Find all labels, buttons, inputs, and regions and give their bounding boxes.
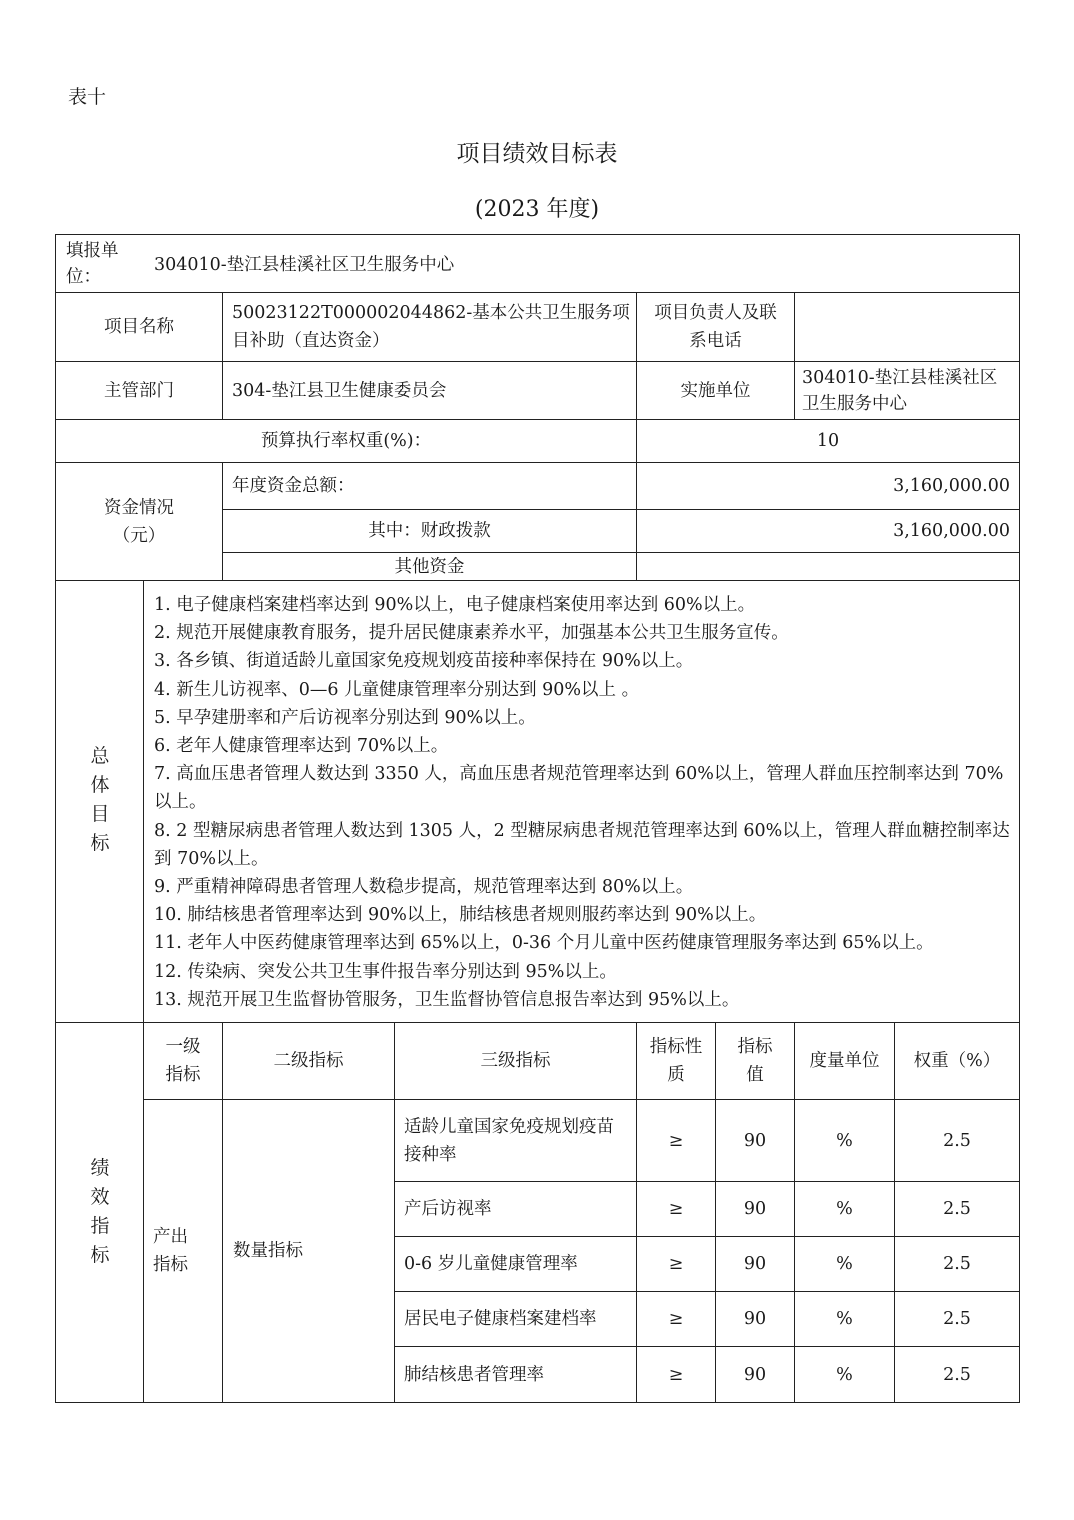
goal-item: 8. 2 型糖尿病患者管理人数达到 1305 人，2 型糖尿病患者规范管理率达到 60%以上，管理人群血糖控制率达到 70%以上。	[154, 820, 1010, 869]
funds-label: 资金情况 （元）	[104, 497, 174, 546]
goal-item: 5. 早孕建册率和产后访视率分别达到 90%以上。	[154, 707, 536, 728]
goal-item: 12. 传染病、突发公共卫生事件报告率分别达到 95%以上。	[154, 961, 617, 982]
funds-fiscal-label: 其中：财政拨款	[368, 521, 491, 541]
goal-item: 10. 肺结核患者管理率达到 90%以上，肺结核患者规则服药率达到 90%以上。	[154, 905, 767, 926]
funds-other-label: 其他资金	[394, 556, 465, 577]
project-contact-value	[802, 293, 1012, 361]
level2-quantity: 数量指标	[233, 1241, 303, 1261]
indicator-nature: ≥	[668, 1199, 684, 1219]
goal-item: 1. 电子健康档案建档率达到 90%以上，电子健康档案使用率达到 60%以上。	[154, 595, 756, 615]
header-nature: 指标性 质	[649, 1037, 703, 1085]
goal-item: 13. 规范开展卫生监督协管服务，卫生监督协管信息报告率达到 95%以上。	[154, 989, 740, 1010]
impl-unit-label: 实施单位	[680, 380, 751, 401]
dept-label: 主管部门	[104, 380, 174, 401]
indicator-value: 90	[743, 1309, 767, 1329]
indicator-unit: %	[836, 1130, 853, 1151]
indicator-name: 肺结核患者管理率	[404, 1364, 544, 1385]
document-title: 项目绩效目标表	[456, 141, 618, 167]
indicator-weight: 2.5	[943, 1254, 971, 1274]
indicator-unit: %	[836, 1364, 853, 1385]
indicators-label: 绩 效 指 标	[90, 1157, 110, 1266]
project-name-value: 50023122T000002044862-基本公共卫生服务项目补助（直达资金）	[232, 303, 630, 351]
indicator-unit: %	[836, 1199, 853, 1219]
overall-goals-list	[154, 591, 1014, 1014]
goal-item: 7. 高血压患者管理人数达到 3350 人，高血压患者规范管理率达到 60%以上，管理人群血压控制率达到 70%以上。	[154, 764, 1004, 813]
header-level3: 三级指标	[480, 1051, 551, 1071]
goal-item: 6. 老年人健康管理率达到 70%以上。	[154, 736, 449, 757]
indicator-nature: ≥	[668, 1130, 684, 1151]
filler-unit-label: 填报单 位：	[66, 241, 119, 287]
funds-total-label: 年度资金总额：	[232, 476, 355, 496]
goal-item: 3. 各乡镇、街道适龄儿童国家免疫规划疫苗接种率保持在 90%以上。	[154, 651, 694, 672]
indicator-weight: 2.5	[943, 1199, 971, 1219]
indicator-name: 适龄儿童国家免疫规划疫苗接种率	[404, 1116, 614, 1165]
funds-total-value: 3,160,000.00	[893, 476, 1010, 496]
indicator-name: 居民电子健康档案建档率	[404, 1309, 597, 1329]
indicator-nature: ≥	[668, 1309, 684, 1329]
goal-item: 2. 规范开展健康教育服务，提升居民健康素养水平，加强基本公共卫生服务宣传。	[154, 623, 789, 644]
funds-fiscal-value: 3,160,000.00	[893, 521, 1010, 541]
indicator-weight: 2.5	[943, 1309, 971, 1329]
impl-unit-value: 304010-垫江县桂溪社区卫生服务中心	[802, 367, 998, 414]
indicator-weight: 2.5	[943, 1364, 971, 1385]
indicator-unit: %	[836, 1309, 853, 1329]
filler-unit-value: 304010-垫江县桂溪社区卫生服务中心	[154, 255, 455, 275]
document-year: (2023 年度)	[474, 197, 600, 222]
funds-other-value	[637, 553, 1010, 580]
header-level1: 一级 指标	[165, 1037, 201, 1085]
goal-item: 9. 严重精神障碍患者管理人数稳步提高，规范管理率达到 80%以上。	[154, 877, 694, 898]
dept-value: 304-垫江县卫生健康委员会	[232, 380, 447, 401]
indicator-nature: ≥	[668, 1254, 684, 1274]
indicator-name: 产后访视率	[404, 1199, 492, 1219]
indicator-value: 90	[743, 1199, 767, 1219]
header-unit: 度量单位	[809, 1051, 880, 1071]
project-name-label: 项目名称	[104, 317, 174, 337]
goal-item: 4. 新生儿访视率、0—6 儿童健康管理率分别达到 90%以上 。	[154, 679, 640, 700]
level1-output: 产出 指标	[153, 1227, 188, 1275]
budget-weight-value: 10	[816, 431, 840, 451]
overall-goals-label: 总 体 目 标	[90, 745, 110, 854]
project-contact-label: 项目负责人及联系电话	[654, 303, 777, 351]
indicator-nature: ≥	[668, 1364, 684, 1385]
indicator-value: 90	[743, 1364, 767, 1385]
header-level2: 二级指标	[273, 1051, 344, 1071]
indicator-value: 90	[743, 1130, 767, 1151]
header-value: 指标 值	[737, 1037, 773, 1085]
goal-item: 11. 老年人中医药健康管理率达到 65%以上，0-36 个月儿童中医药健康管理服务率达到 65%以上。	[154, 933, 934, 954]
indicator-unit: %	[836, 1254, 853, 1274]
budget-weight-label: 预算执行率权重(%)：	[260, 431, 432, 451]
indicator-name: 0-6 岁儿童健康管理率	[404, 1254, 578, 1274]
header-weight: 权重（%）	[913, 1051, 1001, 1071]
indicator-weight: 2.5	[943, 1130, 971, 1151]
indicator-value: 90	[743, 1254, 767, 1274]
table-label: 表十	[68, 86, 107, 108]
